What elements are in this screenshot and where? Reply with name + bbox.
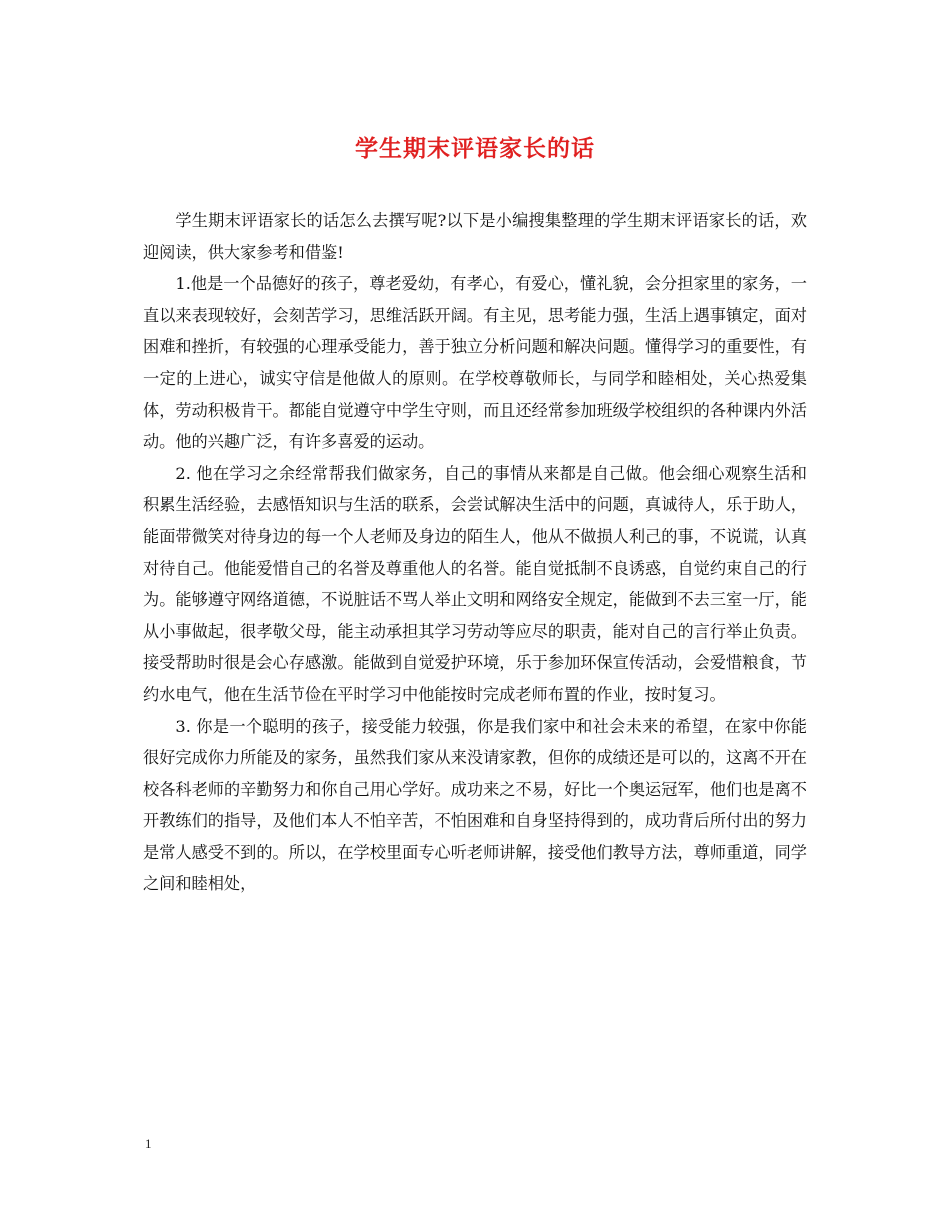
page-number: 1 [145,1136,152,1151]
intro-paragraph: 学生期末评语家长的话怎么去撰写呢?以下是小编搜集整理的学生期末评语家长的话，欢迎阅读，供大家参考和借鉴! [143,211,807,262]
paragraph-3: 3. 你是一个聪明的孩子，接受能力较强，你是我们家中和社会未来的希望，在家中你能很好完成你力所能及的家务，虽然我们家从来没请家教，但你的成绩还是可以的，这离不开在校各科老师的辛勤努力和你自己用心学好。成功来之不易，好比一个奥运冠军，他们也是离不开教练们的指导，及他们本人不怕辛苦，不怕困难和自身坚持得到的，成功背后所付出的努力是常人感受不到的。所以，在学校里面专心听老师讲解，接受他们教导方法，尊师重道，同学之间和睦相处， [143,716,807,894]
document-title: 学生期末评语家长的话 [355,135,595,162]
paragraph-2: 2. 他在学习之余经常帮我们做家务，自己的事情从来都是自己做。他会细心观察生活和积累生活经验，去感悟知识与生活的联系，会尝试解决生活中的问题，真诚待人，乐于助人，能面带微笑对待身边的每一个人老师及身边的陌生人，他从不做损人利己的事，不说谎，认真对待自己。他能爱惜自己的名誉及尊重他人的名誉。能自觉抵制不良诱惑，自觉约束自己的行为。能够遵守网络道德，不说脏话不骂人举止文明和网络安全规定，能做到不去三室一厅，能从小事做起，很孝敬父母，能主动承担其学习劳动等应尽的职责，能对自己的言行举止负责。接受帮助时很是会心存感激。能做到自觉爱护环境，乐于参加环保宣传活动，会爱惜粮食，节约水电气，他在生活节俭在平时学习中他能按时完成老师布置的作业，按时复习。 [143,463,807,704]
document-body [143,205,807,900]
paragraph-1: 1.他是一个品德好的孩子，尊老爱幼，有孝心，有爱心，懂礼貌，会分担家里的家务，一直以来表现较好，会刻苦学习，思维活跃开阔。有主见，思考能力强，生活上遇事镇定，面对困难和挫折，有较强的心理承受能力，善于独立分析问题和解决问题。懂得学习的重要性，有一定的上进心，诚实守信是他做人的原则。在学校尊敬师长，与同学和睦相处，关心热爱集体，劳动积极肯干。都能自觉遵守中学生守则，而且还经常参加班级学校组织的各种课内外活动。他的兴趣广泛，有许多喜爱的运动。 [143,274,807,452]
